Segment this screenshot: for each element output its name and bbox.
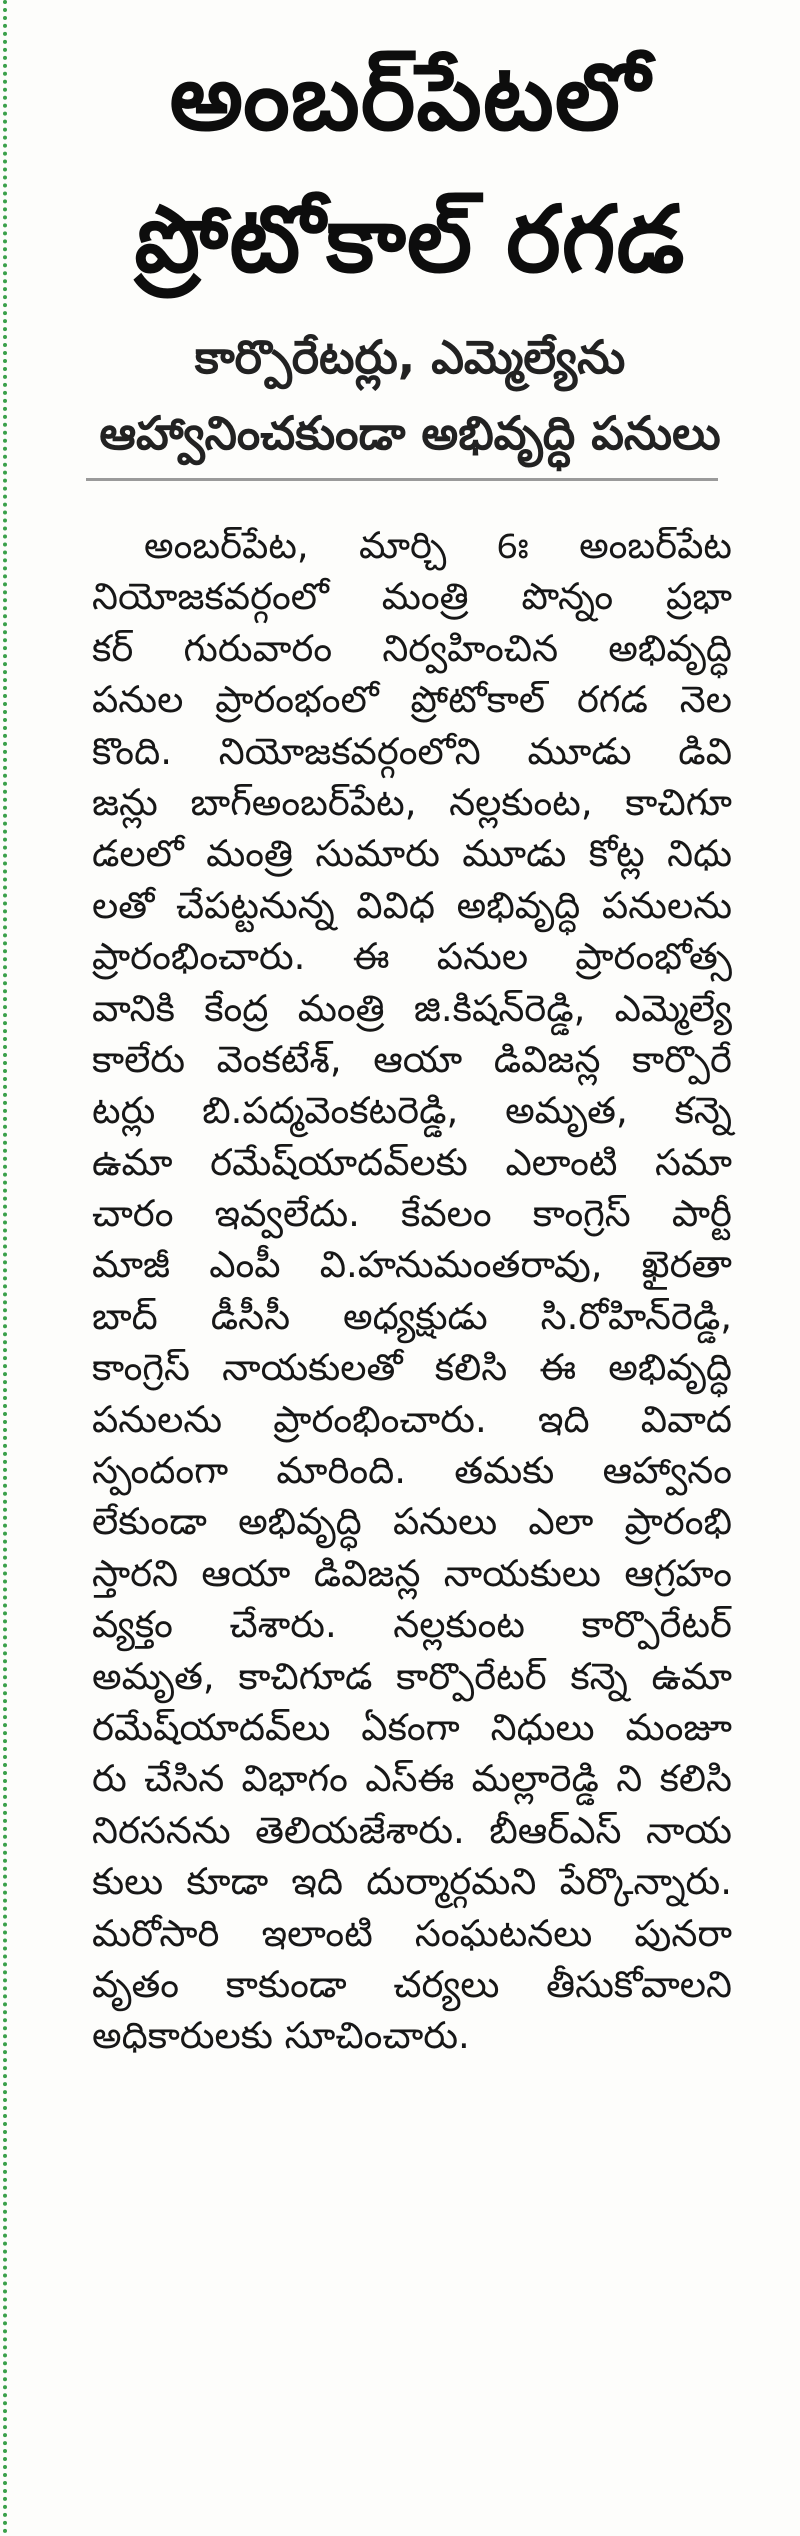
body-line: అమృత, కాచిగూడ కార్పొరేటర్ కన్నె ఉమా: [92, 1654, 732, 1698]
body-line: చారం ఇవ్వలేదు. కేవలం కాంగ్రెస్ పార్టీ: [92, 1192, 732, 1236]
body-line: వ్యక్తం చేశారు. నల్లకుంట కార్పొరేటర్: [92, 1603, 732, 1647]
headline-line-1: అంబర్‌పేటలో: [169, 44, 651, 151]
body-line: స్తారని ఆయా డివిజన్ల నాయకులు ఆగ్రహం: [92, 1551, 732, 1595]
body-line: బాద్ డీసీసీ అధ్యక్షుడు సి.రోహిన్‌రెడ్డి,: [92, 1294, 732, 1338]
body-line: స్పందంగా మారింది. తమకు ఆహ్వానం: [92, 1449, 732, 1493]
body-line: టర్లు బి.పద్మవెంకటరెడ్డి, అమృత, కన్నె: [92, 1089, 732, 1133]
body-line: అధికారులకు సూచించారు.: [92, 2014, 470, 2058]
body-line: కర్ గురువారం నిర్వహించిన అభివృద్ధి: [92, 626, 732, 670]
body-line: మాజీ ఎంపీ వి.హనుమంతరావు, ఖైరతా: [92, 1243, 732, 1287]
article-body: [92, 520, 732, 2062]
body-line: నిరసనను తెలియజేశారు. బీఆర్ఎస్ నాయ: [92, 1808, 732, 1852]
subheadline-line-1: కార్పొరేటర్లు, ఎమ్మెల్యేను: [194, 330, 626, 384]
subheadline-line-2: ఆహ్వానించకుండా అభివృద్ధి పనులు: [99, 406, 721, 460]
body-line: మరోసారి ఇలాంటి సంఘటనలు పునరా: [92, 1911, 732, 1955]
body-line: డలలో మంత్రి సుమారు మూడు కోట్ల నిధు: [92, 832, 732, 876]
body-line: ప్రారంభించారు. ఈ పనుల ప్రారంభోత్స: [92, 935, 732, 979]
body-line: జన్లు బాగ్అంబర్‌పేట, నల్లకుంట, కాచిగూ: [92, 780, 732, 824]
body-line: కొంది. నియోజకవర్గంలోని మూడు డివి: [92, 729, 732, 773]
body-line: పనుల ప్రారంభంలో ప్రోటోకాల్ రగడ నెల: [92, 678, 732, 722]
subheadline-rule: [86, 478, 718, 481]
body-line: నియోజకవర్గంలో మంత్రి పొన్నం ప్రభా: [92, 575, 732, 619]
body-line: పనులను ప్రారంభించారు. ఇది వివాద: [92, 1397, 732, 1441]
body-line: కులు కూడా ఇది దుర్మార్గమని పేర్కొన్నారు.: [92, 1860, 732, 1904]
dotted-cut-border: [3, 0, 7, 2536]
body-line: రమేష్‌యాదవ్‌లు ఏకంగా నిధులు మంజూ: [92, 1705, 732, 1749]
body-line: లేకుండా అభివృద్ధి పనులు ఎలా ప్రారంభి: [92, 1500, 732, 1544]
body-line: కాంగ్రెస్ నాయకులతో కలిసి ఈ అభివృద్ధి: [92, 1346, 732, 1390]
body-line: వానికి కేంద్ర మంత్రి జి.కిషన్‌రెడ్డి, ఎమ్మెల్యే: [92, 986, 732, 1030]
body-line: రు చేసిన విభాగం ఎస్ఈ మల్లారెడ్డి ని కలిసి: [92, 1757, 732, 1801]
body-line: అంబర్‌పేట, మార్చి 6ః అంబర్‌పేట: [144, 524, 732, 567]
body-line: ఉమా రమేష్‌యాదవ్‌లకు ఎలాంటి సమా: [92, 1140, 732, 1184]
body-line: కాలేరు వెంకటేశ్, ఆయా డివిజన్ల కార్పొరే: [92, 1037, 732, 1081]
headline-line-2: ప్రోటోకాల్ రగడ: [134, 186, 686, 293]
body-line: వృతం కాకుండా చర్యలు తీసుకోవాలని: [92, 1962, 732, 2006]
body-line: లతో చేపట్టనున్న వివిధ అభివృద్ధి పనులను: [92, 883, 732, 927]
